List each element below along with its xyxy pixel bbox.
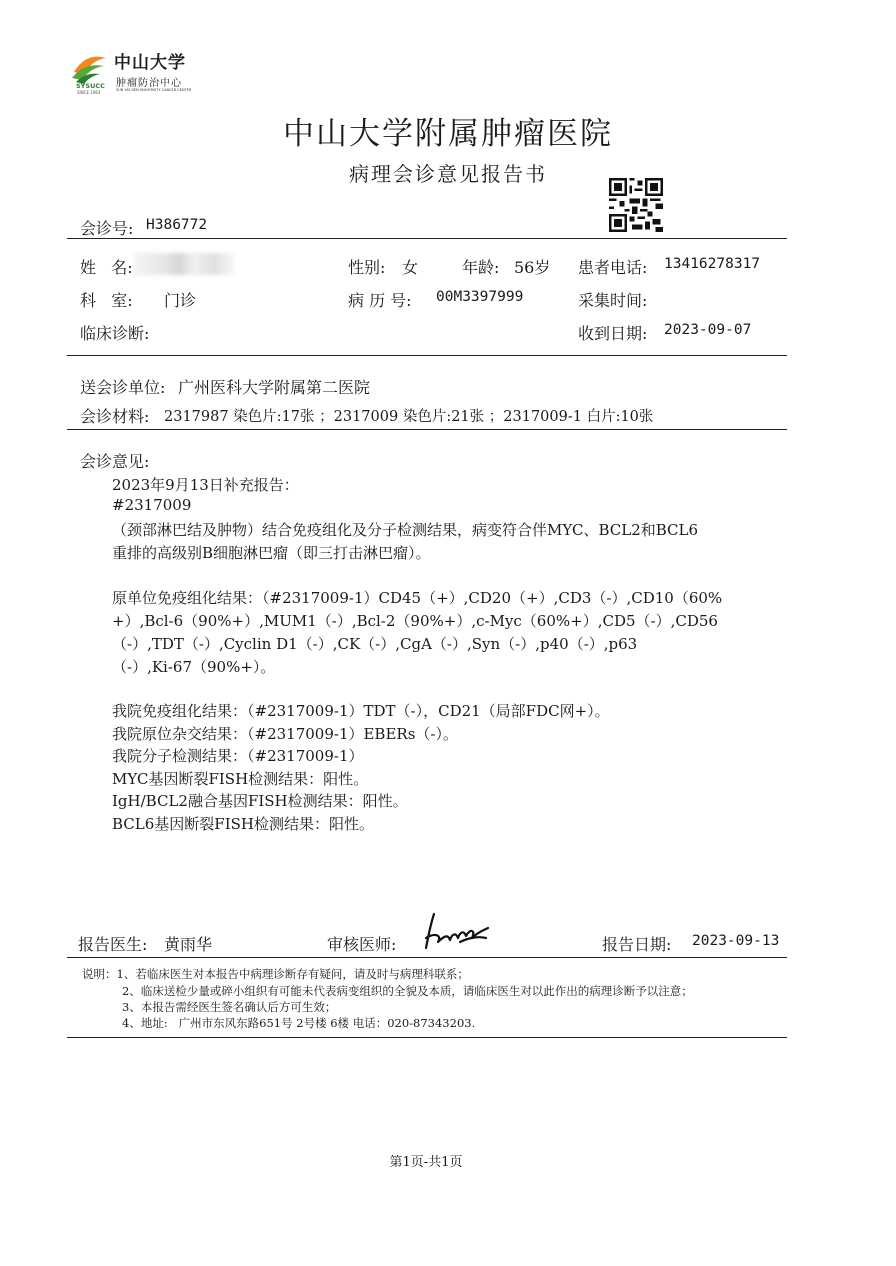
doctor-label: 报告医生: bbox=[78, 935, 148, 954]
dept-value: 门诊 bbox=[164, 291, 197, 310]
logo-emblem-icon bbox=[70, 50, 110, 86]
divider bbox=[67, 957, 787, 958]
hospital-title: 中山大学附属肿瘤医院 bbox=[283, 116, 613, 152]
page-number: 第1页-共1页 bbox=[389, 1155, 463, 1170]
reviewer-signature bbox=[420, 908, 490, 952]
age-label: 年龄: bbox=[462, 258, 500, 277]
received-date: 2023-09-07 bbox=[664, 322, 752, 338]
opinion-line: 2023年9月13日补充报告： bbox=[112, 476, 299, 494]
name-label: 姓 名: bbox=[80, 258, 133, 277]
qr-code bbox=[609, 178, 663, 232]
record-value: 00M3397999 bbox=[436, 289, 524, 305]
phone-label: 患者电话: bbox=[578, 258, 648, 277]
opinion-line: +）,Bcl-6（90%+）,MUM1（-）,Bcl-2（90%+）,c-Myc（60%+）,CD5（-）,CD56 bbox=[112, 612, 718, 630]
qr-code-icon bbox=[609, 178, 663, 232]
logo-abbr: SYSUCC bbox=[76, 82, 105, 90]
opinion-line: 原单位免疫组化结果：（#2317009-1）CD45（+）,CD20（+）,CD3（-）,CD10（60% bbox=[112, 589, 723, 607]
phone-value: 13416278317 bbox=[664, 256, 761, 272]
note-line: 3、本报告需经医生签名确认后方可生效； bbox=[122, 1000, 337, 1014]
doctor-name: 黄雨华 bbox=[164, 935, 213, 954]
report-title: 病理会诊意见报告书 bbox=[349, 162, 547, 186]
submit-unit-value: 广州医科大学附属第二医院 bbox=[178, 378, 371, 397]
diagnosis-label: 临床诊断: bbox=[80, 324, 150, 343]
opinion-line: 我院免疫组化结果：（#2317009-1）TDT（-），CD21（局部FDC网+）。 bbox=[112, 702, 610, 720]
hospital-logo bbox=[70, 48, 200, 98]
logo-center-en: SUN YAT-SEN UNIVERSITY CANCER CENTER bbox=[116, 88, 192, 92]
logo-name-cn: 中山大学 bbox=[114, 53, 186, 73]
dept-label: 科 室: bbox=[80, 291, 133, 310]
material-label: 会诊材料: bbox=[80, 407, 150, 426]
opinion-line: 我院原位杂交结果：（#2317009-1）EBERs（-）。 bbox=[112, 725, 458, 743]
opinion-line: （-）,TDT（-）,Cyclin D1（-）,CK（-）,CgA（-）,Syn（-）,p40（-）,p63 bbox=[112, 635, 638, 653]
logo-since: SINCE 1964 bbox=[77, 90, 101, 95]
submit-unit-label: 送会诊单位: bbox=[80, 378, 166, 397]
divider bbox=[67, 1037, 787, 1038]
divider bbox=[67, 238, 787, 239]
patient-name-redacted bbox=[134, 253, 234, 275]
reviewer-label: 审核医师: bbox=[327, 935, 397, 954]
note-line: 4、地址: 广州市东风东路651号 2号楼 6楼 电话：020-87343203. bbox=[122, 1016, 476, 1030]
opinion-line: #2317009 bbox=[112, 496, 192, 514]
consult-label: 会诊号: bbox=[80, 219, 134, 238]
received-label: 收到日期: bbox=[578, 324, 648, 343]
note-line: 2、临床送检少量或碎小组织有可能未代表病变组织的全貌及本质，请临床医生对以此作出的病理诊断予以注意； bbox=[122, 984, 693, 998]
opinion-line: IgH/BCL2融合基因FISH检测结果：阳性。 bbox=[112, 792, 408, 810]
opinion-line: （-）,Ki-67（90%+）。 bbox=[112, 658, 276, 676]
opinion-line: 重排的高级别B细胞淋巴瘤（即三打击淋巴瘤）。 bbox=[112, 544, 431, 562]
opinion-line: BCL6基因断裂FISH检测结果：阳性。 bbox=[112, 815, 374, 833]
record-label: 病 历 号: bbox=[348, 291, 412, 310]
opinion-line: MYC基因断裂FISH检测结果：阳性。 bbox=[112, 770, 369, 788]
gender-label: 性别: bbox=[348, 258, 386, 277]
collect-label: 采集时间: bbox=[578, 291, 648, 310]
opinion-line: （颈部淋巴结及肿物）结合免疫组化及分子检测结果，病变符合伴MYC、BCL2和BCL6 bbox=[112, 521, 699, 539]
opinion-label: 会诊意见: bbox=[80, 452, 150, 471]
gender-value: 女 bbox=[402, 258, 419, 277]
divider bbox=[67, 429, 787, 430]
opinion-line: 我院分子检测结果：（#2317009-1） bbox=[112, 747, 364, 765]
consult-number: H386772 bbox=[146, 217, 208, 233]
age-value: 56岁 bbox=[514, 258, 551, 277]
report-date: 2023-09-13 bbox=[692, 933, 780, 949]
logo-center-cn: 肿瘤防治中心 bbox=[116, 78, 182, 89]
report-date-label: 报告日期: bbox=[602, 935, 672, 954]
material-value: 2317987 染色片:17张 ；2317009 染色片:21张 ；2317009-1 白片:10张 bbox=[164, 409, 654, 425]
note-line: 说明：1、若临床医生对本报告中病理诊断存有疑问，请及时与病理科联系； bbox=[82, 967, 469, 981]
divider bbox=[67, 355, 787, 356]
